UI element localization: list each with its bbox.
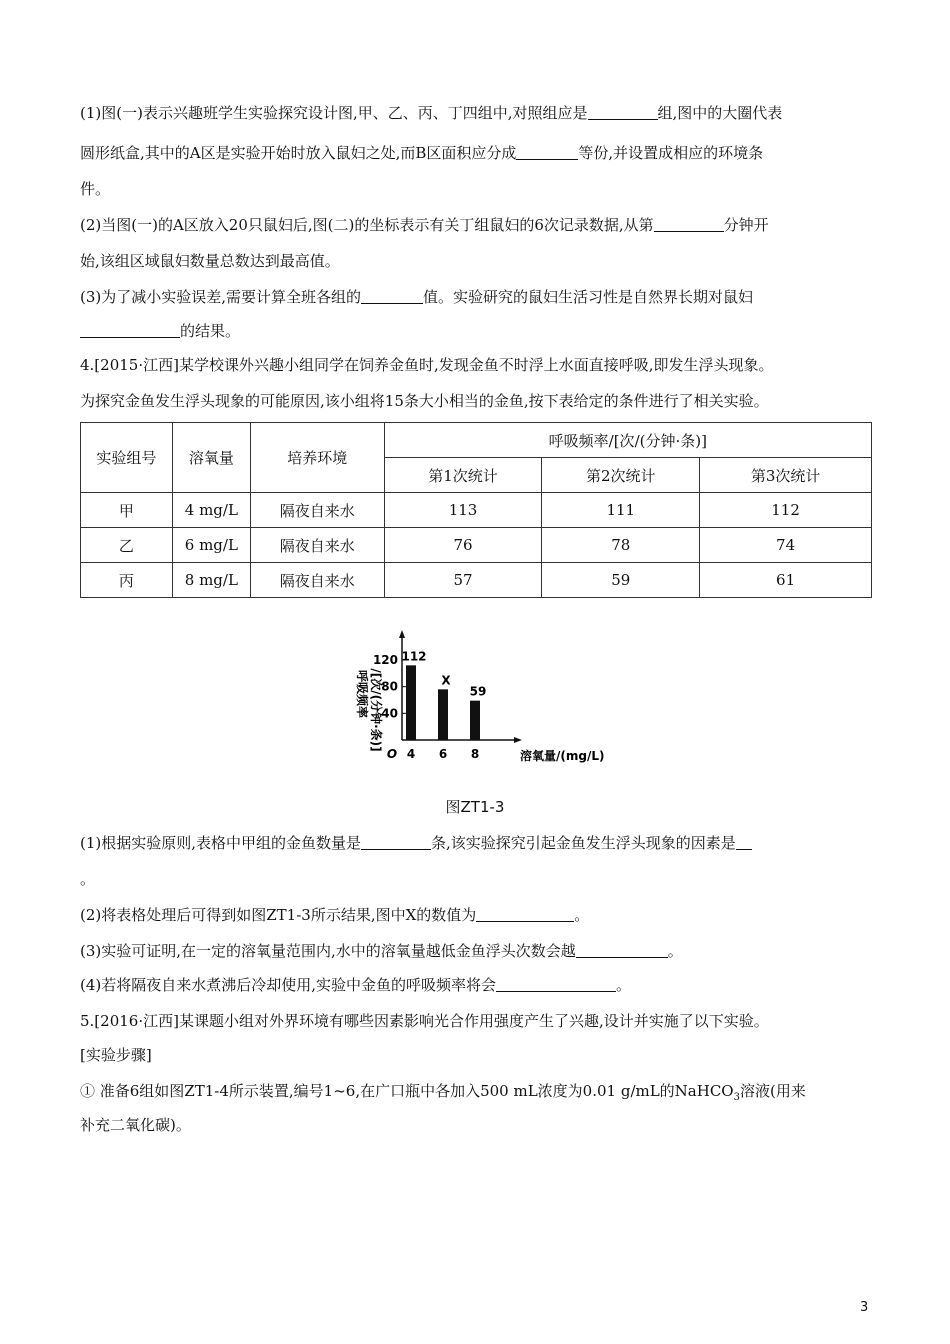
q3-p2-text-b: 分钟开 xyxy=(723,216,769,234)
q3-p1-text-c: 圆形纸盒,其中的A区是实验开始时放入鼠妇之处,而B区面积应分成 xyxy=(80,144,517,162)
header-oxygen: 溶氧量 xyxy=(172,423,250,493)
q4-sub2-line xyxy=(80,904,880,926)
q3-p3-text-a: (3)为了减小实验误差,需要计算全班各组的 xyxy=(80,288,362,306)
q4-sub1-line1 xyxy=(80,832,880,854)
q4-intro-text-1: 4.[2015·江西]某学校课外兴趣小组同学在饲养金鱼时,发现金鱼不时浮上水面直接呼吸,即发生浮头现象。 xyxy=(80,356,774,374)
cell-count-3: 112 xyxy=(700,493,872,528)
header-freq: 呼吸频率/[次/(分钟·条)] xyxy=(384,423,871,458)
answer-blank[interactable] xyxy=(516,143,578,160)
y-tick-label: 40 xyxy=(381,706,398,721)
cell-count-3: 74 xyxy=(700,528,872,563)
cell-group: 丙 xyxy=(81,563,173,598)
bar xyxy=(438,689,448,740)
q5-step1-subscript: 3 xyxy=(733,1092,740,1103)
x-axis-label: 溶氧量/(mg/L) xyxy=(520,749,605,763)
header-env: 培养环境 xyxy=(250,423,384,493)
cell-count-2: 78 xyxy=(542,528,700,563)
y-axis-label-unit: /[次/(分钟·条)] xyxy=(369,668,383,752)
answer-blank[interactable] xyxy=(476,905,574,922)
cell-oxygen: 6 mg/L xyxy=(172,528,250,563)
cell-oxygen: 8 mg/L xyxy=(172,563,250,598)
cell-env: 隔夜自来水 xyxy=(250,528,384,563)
q5-steps-title-text: [实验步骤] xyxy=(80,1046,152,1064)
cell-env: 隔夜自来水 xyxy=(250,563,384,598)
cell-env: 隔夜自来水 xyxy=(250,493,384,528)
q3-part2-line2 xyxy=(80,250,880,272)
q3-p2-text-a: (2)当图(一)的A区放入20只鼠妇后,图(二)的坐标表示有关丁组鼠妇的6次记录数据,从第 xyxy=(80,216,654,234)
q4-s4-text-b: 。 xyxy=(616,976,632,994)
q4-s3-text-a: (3)实验可证明,在一定的溶氧量范围内,水中的溶氧量越低金鱼浮头次数会越 xyxy=(80,942,576,960)
q4-s1-text-c: 。 xyxy=(80,870,96,888)
q3-p3-text-b: 值。实验研究的鼠妇生活习性是自然界长期对鼠妇 xyxy=(423,288,754,306)
answer-blank[interactable] xyxy=(736,833,752,850)
cell-group: 乙 xyxy=(81,528,173,563)
q5-step1-line2 xyxy=(80,1114,880,1136)
y-axis-label-main: 呼吸频率 xyxy=(355,669,369,719)
q4-sub3-line xyxy=(80,940,880,962)
data-label: X xyxy=(441,673,451,688)
x-tick-label: 8 xyxy=(470,747,480,761)
q4-s4-text-a: (4)若将隔夜自来水煮沸后冷却使用,实验中金鱼的呼吸频率将会 xyxy=(80,976,497,994)
data-label: 112 xyxy=(401,649,427,664)
answer-blank[interactable] xyxy=(361,287,423,304)
table-row xyxy=(81,493,872,528)
q5-step1-text-a: ① 准备6组如图ZT1-4所示装置,编号1~6,在广口瓶中各加入500 mL浓度为0.01 g/mL的NaHCO xyxy=(80,1082,734,1100)
x-axis-arrow xyxy=(514,737,522,743)
q3-p1-text-a: (1)图(一)表示兴趣班学生实验探究设计图,甲、乙、丙、丁四组中,对照组应是 xyxy=(80,104,588,122)
bar xyxy=(470,701,480,740)
header-count-3: 第3次统计 xyxy=(700,458,872,493)
answer-blank[interactable] xyxy=(361,833,431,850)
cell-count-1: 76 xyxy=(384,528,542,563)
q4-sub4-line xyxy=(80,974,880,996)
q3-p1-text-e: 件。 xyxy=(80,180,111,198)
q5-step1-text-b: 溶液(用来 xyxy=(739,1082,806,1100)
q5-intro-text: 5.[2016·江西]某课题小组对外界环境有哪些因素影响光合作用强度产生了兴趣,设计并实施了以下实验。 xyxy=(80,1012,769,1030)
answer-blank[interactable] xyxy=(496,975,616,992)
q5-step1-text-c: 补充二氧化碳)。 xyxy=(80,1116,191,1134)
q3-p1-text-b: 组,图中的大圈代表 xyxy=(657,104,783,122)
x-tick-label: 6 xyxy=(438,747,448,761)
page-number: 3 xyxy=(860,1300,869,1315)
y-axis-arrow xyxy=(399,630,405,638)
cell-count-2: 59 xyxy=(542,563,700,598)
q4-intro-line1 xyxy=(80,354,880,376)
table-row xyxy=(81,563,872,598)
answer-blank[interactable] xyxy=(588,103,658,120)
q3-p3-text-c: 的结果。 xyxy=(180,322,241,340)
experiment-table xyxy=(80,422,872,598)
q3-part1-line3 xyxy=(80,178,880,200)
q3-part3-line2 xyxy=(80,320,880,342)
q4-s2-text-b: 。 xyxy=(574,906,590,924)
q3-part1-line2 xyxy=(80,142,880,164)
data-label: 59 xyxy=(469,684,487,699)
cell-count-2: 111 xyxy=(542,493,700,528)
table-row xyxy=(81,528,872,563)
cell-oxygen: 4 mg/L xyxy=(172,493,250,528)
x-tick-label: 4 xyxy=(406,747,416,761)
q5-step1-line1 xyxy=(80,1080,880,1109)
bar xyxy=(406,665,416,740)
answer-blank[interactable] xyxy=(576,941,668,958)
q4-s1-text-b: 条,该实验探究引起金鱼发生浮头现象的因素是 xyxy=(431,834,736,852)
q4-s3-text-b: 。 xyxy=(667,942,683,960)
cell-count-3: 61 xyxy=(700,563,872,598)
q3-part2-line1 xyxy=(80,214,880,236)
q3-part3-line1 xyxy=(80,286,880,308)
cell-group: 甲 xyxy=(81,493,173,528)
q4-s2-text-a: (2)将表格处理后可得到如图ZT1-3所示结果,图中X的数值为 xyxy=(80,906,477,924)
header-group: 实验组号 xyxy=(81,423,173,493)
header-count-1: 第1次统计 xyxy=(384,458,542,493)
cell-count-1: 113 xyxy=(384,493,542,528)
q4-intro-text-2: 为探究金鱼发生浮头现象的可能原因,该小组将15条大小相当的金鱼,按下表给定的条件进行了相关实验。 xyxy=(80,392,769,410)
y-axis-label-group xyxy=(355,670,370,718)
answer-blank[interactable] xyxy=(80,321,180,338)
figure-caption: 图ZT1-3 xyxy=(445,798,505,816)
answer-blank[interactable] xyxy=(654,215,724,232)
q4-s1-text-a: (1)根据实验原则,表格中甲组的金鱼数量是 xyxy=(80,834,362,852)
cell-count-1: 57 xyxy=(384,563,542,598)
q5-intro-line xyxy=(80,1010,880,1032)
header-count-2: 第2次统计 xyxy=(542,458,700,493)
q3-p1-text-d: 等份,并设置成相应的环境条 xyxy=(578,144,764,162)
q4-intro-line2 xyxy=(80,390,880,412)
y-tick-label: 80 xyxy=(381,679,398,694)
q3-part1-line1 xyxy=(80,102,880,124)
y-tick-label: 120 xyxy=(372,653,398,667)
q4-sub1-line2 xyxy=(80,868,880,890)
q3-p2-text-c: 始,该组区域鼠妇数量总数达到最高值。 xyxy=(80,252,340,270)
origin-label: O xyxy=(386,747,398,761)
bar-chart xyxy=(340,628,640,778)
q5-steps-title xyxy=(80,1044,880,1066)
